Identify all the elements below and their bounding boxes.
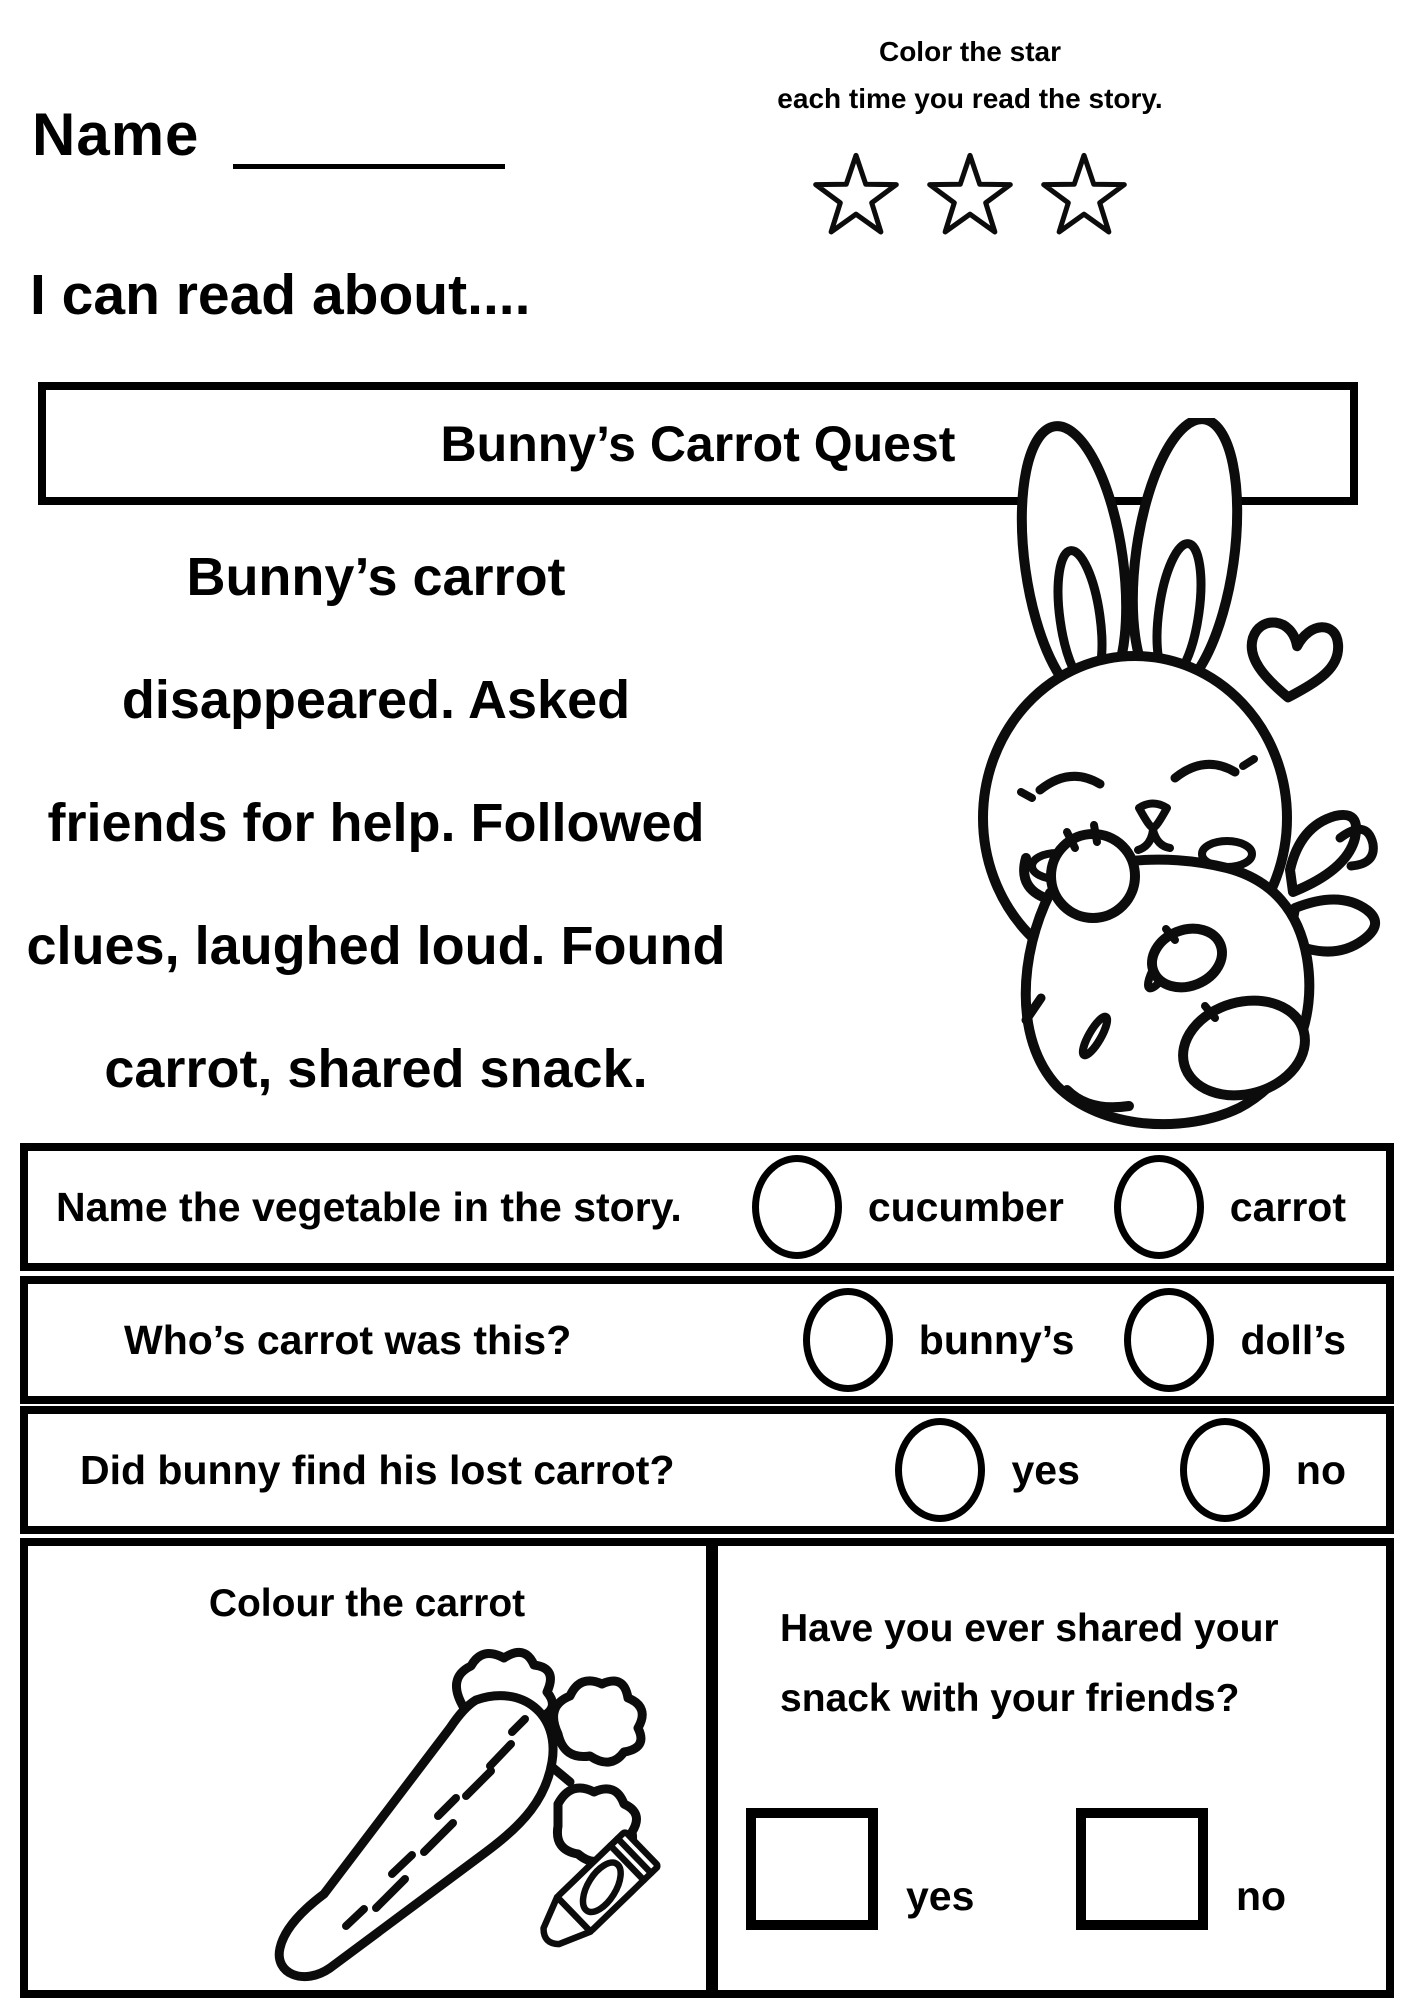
answer-label: yes — [1011, 1446, 1080, 1493]
shared-snack-cell — [712, 1538, 1394, 1998]
answer-label: bunny’s — [918, 1316, 1075, 1363]
answer-option — [1180, 1418, 1346, 1522]
star-instruction-line2: each time you read the story. — [777, 83, 1163, 114]
question-options — [895, 1418, 1346, 1522]
question-text: Did bunny find his lost carrot? — [80, 1446, 675, 1493]
star-icon[interactable] — [924, 148, 1016, 240]
crayon-icon — [506, 1798, 691, 1983]
answer-circle[interactable] — [1124, 1288, 1214, 1392]
answer-circle[interactable] — [752, 1155, 842, 1259]
answer-label: yes — [906, 1873, 975, 1919]
answer-label: no — [1236, 1873, 1287, 1919]
answer-option — [746, 1808, 974, 1930]
star-instruction-block — [760, 28, 1180, 240]
yes-checkbox[interactable] — [746, 1808, 878, 1930]
bottom-section — [20, 1538, 1394, 1998]
intro-text: I can read about.... — [30, 263, 531, 327]
story-line: clues, laughed loud. Found — [26, 916, 726, 976]
answer-circle[interactable] — [895, 1418, 985, 1522]
name-label: Name — [32, 101, 200, 168]
no-checkbox[interactable] — [1076, 1808, 1208, 1930]
answer-label: cucumber — [867, 1183, 1064, 1230]
story-line: friends for help. Followed — [47, 793, 705, 853]
question-row — [20, 1276, 1394, 1404]
bunny-hugging-carrot-illustration — [795, 418, 1407, 1133]
name-write-line[interactable] — [233, 111, 505, 169]
star-icon[interactable] — [1038, 148, 1130, 240]
answer-option — [752, 1155, 1064, 1259]
answer-option — [1114, 1155, 1346, 1259]
shared-snack-question: Have you ever shared your snack with your friends? — [780, 1607, 1279, 1720]
answer-label: no — [1295, 1446, 1346, 1493]
colour-carrot-title: Colour the carrot — [208, 1582, 526, 1625]
name-row — [32, 100, 505, 169]
story-line: Bunny’s carrot — [186, 547, 566, 607]
story-line: carrot, shared snack. — [104, 1039, 648, 1099]
answer-label: carrot — [1229, 1183, 1346, 1230]
answer-circle[interactable] — [1114, 1155, 1204, 1259]
answer-option — [1124, 1288, 1346, 1392]
answer-circle[interactable] — [1180, 1418, 1270, 1522]
star-instruction-line1: Color the star — [878, 36, 1062, 67]
story-text — [0, 516, 752, 1131]
answer-option — [803, 1288, 1075, 1392]
star-icon[interactable] — [810, 148, 902, 240]
question-row — [20, 1406, 1394, 1534]
question-options — [803, 1288, 1346, 1392]
question-row — [20, 1143, 1394, 1271]
question-text: Name the vegetable in the story. — [56, 1183, 682, 1230]
star-row — [760, 148, 1180, 240]
answer-circle[interactable] — [803, 1288, 893, 1392]
story-line: disappeared. Asked — [121, 670, 631, 730]
colour-the-carrot-cell — [20, 1538, 712, 1998]
answer-label: doll’s — [1240, 1316, 1346, 1363]
answer-option — [895, 1418, 1079, 1522]
question-text: Who’s carrot was this? — [124, 1316, 572, 1363]
answer-option — [1076, 1808, 1286, 1930]
question-options — [752, 1155, 1346, 1259]
story-title: Bunny’s Carrot Quest — [440, 415, 956, 472]
